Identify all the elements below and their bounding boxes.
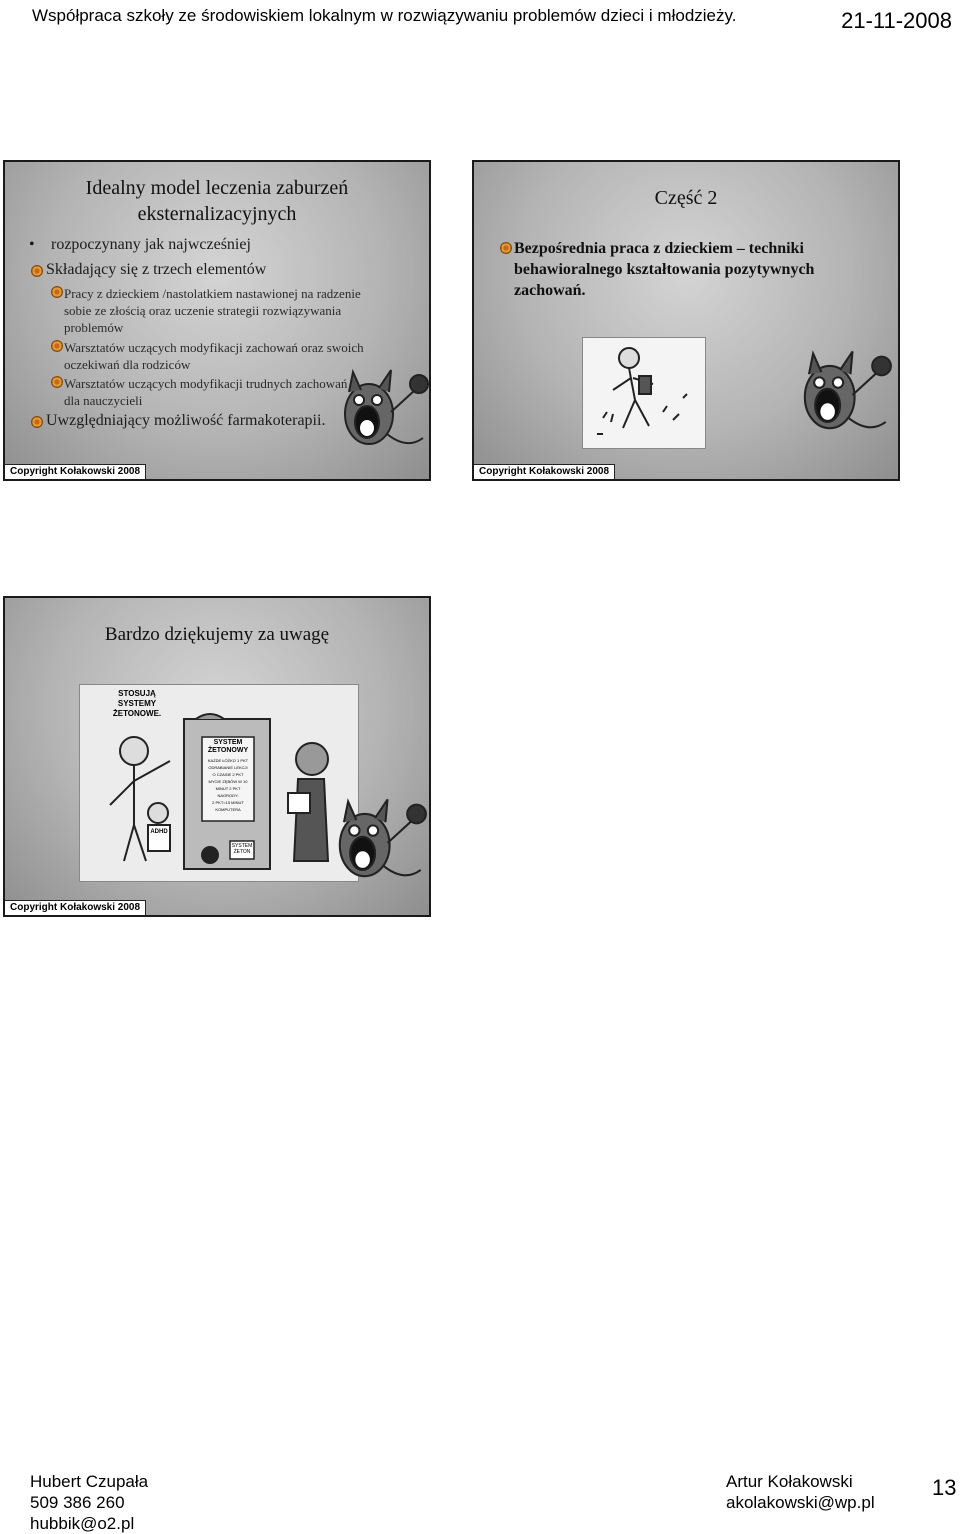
bullet-item: Uwzględniający możliwość farmakoterapii. <box>46 412 326 429</box>
slide-title: Idealny model leczenia zaburzeń eksternalizacyjnych <box>85 177 349 225</box>
author-phone: 509 386 260 <box>30 1493 125 1512</box>
page-number: 13 <box>932 1475 957 1500</box>
poster-line: O CZASIE 2 PKT <box>212 772 244 777</box>
devil-cartoon-image <box>317 788 429 898</box>
flower-bullet-icon <box>51 340 63 352</box>
header-date: 21-11-2008 <box>841 8 952 33</box>
footer-left-contact <box>30 1471 148 1534</box>
poster-line: NAGRODY: <box>217 793 239 798</box>
flower-bullet-icon <box>500 242 512 254</box>
sub-bullet-item: Warsztatów uczących modyfikacji zachowań oraz swoich oczekiwań dla rodziców <box>64 340 364 372</box>
poster-title-text: SYSTEM ŻETONOWY <box>207 739 249 754</box>
devil-cartoon-image <box>782 340 894 450</box>
bullet-item: • rozpoczynany jak najwcześniej <box>51 236 251 254</box>
poster-line: KOMPUTERA <box>215 807 241 812</box>
flower-bullet-icon <box>31 265 43 277</box>
footer-right-contact <box>726 1471 875 1513</box>
copyright-label: Copyright Kołakowski 2008 <box>474 464 615 479</box>
shirt-text: ADHD <box>150 829 168 835</box>
flower-bullet-icon <box>51 376 63 388</box>
author-email: hubbik@o2.pl <box>30 1514 135 1533</box>
cartoon-sign-text: STOSUJĄ SYSTEMY ŻETONOWE. <box>112 689 162 718</box>
paper-text: SYSTEM ŻETON <box>231 843 253 855</box>
copyright-label: Copyright Kołakowski 2008 <box>5 464 146 479</box>
flower-bullet-icon <box>51 286 63 298</box>
copyright-label: Copyright Kołakowski 2008 <box>5 900 146 915</box>
poster-line: ODRABIANIE LEKCJI <box>208 765 248 770</box>
flower-bullet-icon <box>31 416 43 428</box>
poster-line: MINUT 2 PKT <box>215 786 241 791</box>
slide-text: Bezpośrednia praca z dzieckiem – techniki behawioralnego kształtowania pozytywnych zachowań. <box>514 240 815 299</box>
author-name: Artur Kołakowski <box>726 1472 853 1491</box>
slide-1 <box>3 160 431 481</box>
boy-jumping-puddles-image <box>582 337 706 449</box>
author-email: akolakowski@wp.pl <box>726 1493 875 1512</box>
slide-2 <box>472 160 900 481</box>
poster-line: KAŻDE ŁÓŻKO 1 PKT <box>207 758 249 763</box>
slide-title: Bardzo dziękujemy za uwagę <box>104 624 330 645</box>
boy-figure-icon <box>583 338 705 448</box>
poster-lines <box>204 757 252 813</box>
bullet-item: Składający się z trzech elementów <box>46 261 267 278</box>
author-name: Hubert Czupała <box>30 1472 149 1491</box>
sub-bullet-item: Warsztatów uczących modyfikacji trudnych zachowań dla nauczycieli <box>64 376 348 408</box>
slide-title: Część 2 <box>654 187 718 209</box>
slide-3 <box>3 596 431 917</box>
poster-line: MYCIE ZĘBÓW W 10 <box>208 779 248 784</box>
sub-bullet-item: Pracy z dzieckiem /nastolatkiem nastawionej na radzenie sobie ze złością oraz uczenie strategii rozwiązywania problemów <box>64 286 361 335</box>
poster-line: 2 PKT=15 MINUT <box>212 800 244 805</box>
header-title: Współpraca szkoły ze środowiskiem lokalnym w rozwiązywaniu problemów dzieci i młodzieży. <box>32 6 737 25</box>
